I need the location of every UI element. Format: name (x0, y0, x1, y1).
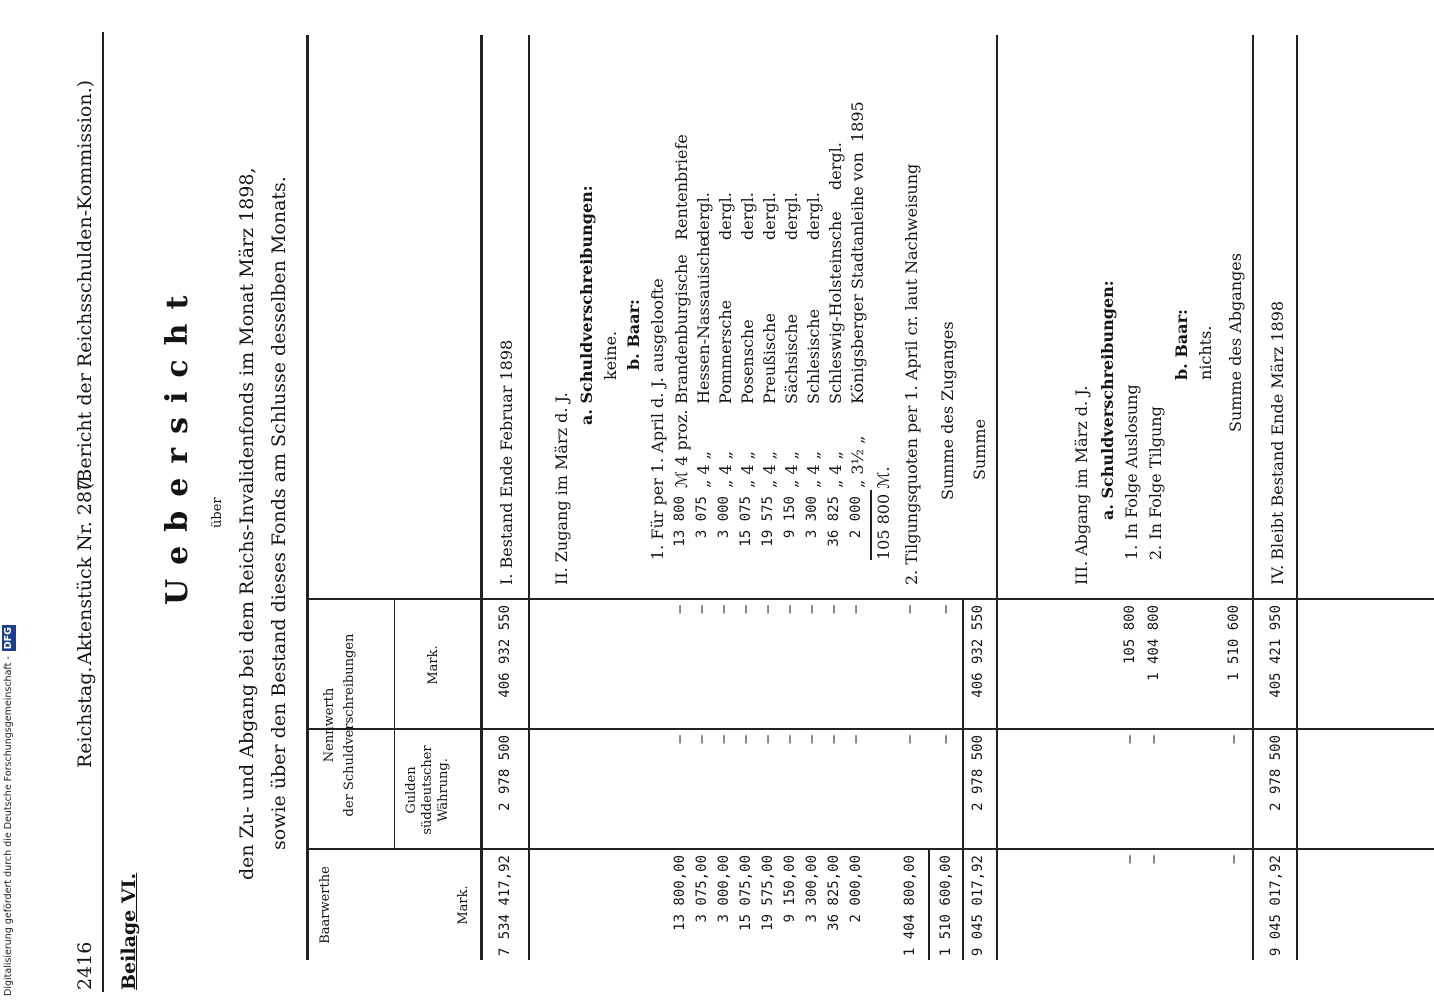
sum-zugang-label: Summe des Zuganges (938, 321, 957, 500)
col-divider-3 (306, 849, 1434, 851)
row-6-amount: 9 150 (782, 496, 798, 539)
item2-baar-rule (928, 850, 930, 960)
row-1-amount: 13 800 (672, 496, 688, 547)
row-5-amount: 19 575 (760, 496, 776, 547)
subtitle-line-1: den Zu- und Abgang bei dem Reichs-Invalidenfonds im Monat März 1898, (236, 167, 258, 880)
section-iv-gulden: 2 978 500 (1268, 735, 1284, 811)
row-7-desc: Schlesische (804, 308, 823, 404)
sum-abgang-label: Summe des Abganges (1226, 253, 1245, 432)
section-i-gulden: 2 978 500 (497, 735, 513, 811)
section-i-label: I. Bestand Ende Februar 1898 (497, 339, 516, 585)
header-nennwerth: Nennwerth (322, 687, 337, 763)
section-ii-label: II. Zugang im März d. J. (552, 392, 571, 585)
a2-gulden-dash: — (1146, 735, 1162, 744)
sum-zugang-rule (962, 600, 964, 960)
row-5-mark-dash: — (760, 605, 776, 614)
section-ii-a-none: keine. (601, 330, 620, 380)
row-2-amount: 3 075 (694, 496, 710, 539)
a2-baar-dash: — (1146, 855, 1162, 864)
row-8-amount: 36 825 (826, 496, 842, 547)
digitization-notice (2, 606, 16, 996)
sum-zugang-mark-dash: — (938, 605, 954, 614)
header-rule (102, 32, 104, 992)
dfg-logo: DFG (3, 627, 14, 650)
a1-gulden-dash: — (1122, 735, 1138, 744)
section-iii-a2-mark: 1 404 800 (1146, 605, 1162, 681)
row-1-mark-dash: — (672, 605, 688, 614)
item2-mark-dash: — (902, 605, 918, 614)
row-8-desc: Schleswig-Holsteinsche (826, 211, 845, 404)
row-9-gulden-dash: — (848, 735, 864, 744)
row-2-mark-dash: — (694, 605, 710, 614)
sum-abgang-gulden-dash: — (1226, 735, 1242, 744)
section-ii-item2-label: 2. Tilgungsquoten per 1. April cr. laut Nachweisung (902, 163, 921, 585)
section-iv-mark: 405 421 950 (1268, 605, 1284, 698)
row-9-baar: 2 000,00 (848, 855, 864, 923)
row-6-unit: „ 4 „ (782, 451, 801, 488)
sum-zugang-baar: 1 510 600,00 (938, 855, 954, 957)
page-title: Uebersicht (160, 281, 195, 605)
section-ii-end-rule (996, 35, 998, 960)
title-over: über (210, 497, 225, 528)
col-divider-2 (306, 729, 1434, 731)
summe-mark: 406 932 550 (970, 605, 986, 698)
row-3-desc: Pommersche (716, 299, 735, 404)
row-5-kind: dergl. (760, 192, 779, 240)
table-header-rule (480, 35, 483, 960)
row-2-desc: Hessen-Nassauische (694, 237, 713, 404)
row-4-amount: 15 075 (738, 496, 754, 547)
row-9-desc: Königsberger Stadtanleihe von (848, 152, 867, 404)
row-9-mark-dash: — (848, 605, 864, 614)
section-iii-a2-label: 2. In Folge Tilgung (1146, 406, 1165, 560)
row-3-mark-dash: — (716, 605, 732, 614)
row-2-baar: 3 075,00 (694, 855, 710, 923)
section-iii-a1-mark: 105 800 (1122, 605, 1138, 665)
row-3-kind: dergl. (716, 192, 735, 240)
subtitle-line-2: sowie über den Bestand dieses Fonds am Schlusse desselben Monats. (268, 176, 290, 850)
row-8-baar: 36 825,00 (826, 855, 842, 931)
row-3-unit: „ 4 „ (716, 451, 735, 488)
sum-zugang-gulden-dash: — (938, 735, 954, 744)
row-2-kind: dergl. (694, 192, 713, 240)
row-7-unit: „ 4 „ (804, 451, 823, 488)
a1-baar-dash: — (1122, 855, 1138, 864)
row-6-desc: Sächsische (782, 313, 801, 404)
row-7-mark-dash: — (804, 605, 820, 614)
row-3-baar: 3 000,00 (716, 855, 732, 923)
section-i-rule (528, 35, 530, 960)
header-mark: Mark. (426, 645, 441, 685)
row-5-unit: „ 4 „ (760, 451, 779, 488)
header-baarwerthe: Baarwerthe (318, 866, 333, 944)
header-gulden-3: Währung. (436, 758, 451, 822)
section-i-baar: 7 534 417,92 (497, 855, 513, 957)
row-6-kind: dergl. (782, 192, 801, 240)
header-gulden-2: süddeutscher (420, 745, 435, 835)
row-3-amount: 3 000 (716, 496, 732, 539)
item2-gulden-dash: — (902, 735, 918, 744)
row-4-mark-dash: — (738, 605, 754, 614)
summe-baar: 9 045 017,92 (970, 855, 986, 957)
page-number: 2416 (74, 941, 96, 990)
section-iv-label: IV. Bleibt Bestand Ende März 1898 (1268, 300, 1287, 585)
nennwerth-sub-rule (394, 600, 395, 850)
section-iii-b-none: nichts. (1196, 325, 1215, 380)
row-8-mark-dash: — (826, 605, 842, 614)
sum-abgang-baar-dash: — (1226, 855, 1242, 864)
row-8-unit: „ 4 „ (826, 451, 845, 488)
section-iii-b-label: b. Baar: (1172, 309, 1191, 380)
row-1-unit: ℳ 4 proz. (672, 409, 691, 488)
row-5-baar: 19 575,00 (760, 855, 776, 931)
document-ref: Aktenstück Nr. 287. (74, 472, 96, 665)
digitization-text: Digitalisierung gefördert durch die Deutsche Forschungsgemeinschaft - (3, 656, 14, 996)
section-iii-a-label: a. Schuldverschreibungen: (1098, 280, 1117, 520)
section-iii-label: III. Abgang im März d. J. (1072, 385, 1091, 585)
section-ii-subtotal: 105 800 ℳ. (874, 466, 893, 560)
row-8-kind: dergl. (826, 142, 845, 190)
beilage-label: Beilage VI. (118, 872, 140, 990)
row-7-gulden-dash: — (804, 735, 820, 744)
table-top-rule (306, 35, 309, 960)
row-7-amount: 3 300 (804, 496, 820, 539)
col-divider-1 (306, 599, 1434, 601)
header-gulden-1: Gulden (404, 766, 419, 814)
running-title: Reichstag. (74, 666, 96, 768)
section-ii-a-label: a. Schuldverschreibungen: (577, 185, 596, 425)
row-4-kind: dergl. (738, 192, 757, 240)
summe-gulden: 2 978 500 (970, 735, 986, 811)
row-3-gulden-dash: — (716, 735, 732, 744)
row-4-desc: Posensche (738, 319, 757, 404)
row-4-unit: „ 4 „ (738, 451, 757, 488)
section-iii-end-rule (1252, 35, 1254, 960)
row-2-gulden-dash: — (694, 735, 710, 744)
row-9-kind: 1895 (848, 101, 867, 142)
row-8-gulden-dash: — (826, 735, 842, 744)
row-1-gulden-dash: — (672, 735, 688, 744)
section-ii-item1-label: 1. Für per 1. April d. J. ausgeloofte (648, 278, 667, 560)
row-9-amount: 2 000 (848, 496, 864, 539)
section-ii-b-label: b. Baar: (624, 299, 643, 370)
row-9-unit: „ 3½ „ (848, 435, 867, 488)
section-ii-item2-baar: 1 404 800,00 (902, 855, 918, 957)
row-1-baar: 13 800,00 (672, 855, 688, 931)
header-schuldverschreibungen: der Schuldverschreibungen (342, 633, 357, 817)
report-note: (Bericht der Reichsschulden-Kommission.) (74, 79, 96, 490)
subtotal-rule (870, 490, 872, 560)
row-1-kind: Rentenbriefe (672, 134, 691, 240)
row-1-desc: Brandenburgische (672, 254, 691, 404)
section-iii-a1-label: 1. In Folge Auslosung (1122, 384, 1141, 560)
section-iv-baar: 9 045 017,92 (1268, 855, 1284, 957)
row-4-gulden-dash: — (738, 735, 754, 744)
row-6-gulden-dash: — (782, 735, 798, 744)
row-5-gulden-dash: — (760, 735, 776, 744)
row-5-desc: Preußische (760, 313, 779, 404)
header-baar-mark: Mark. (456, 885, 471, 925)
sum-abgang-mark: 1 510 600 (1226, 605, 1242, 681)
row-7-kind: dergl. (804, 192, 823, 240)
row-6-mark-dash: — (782, 605, 798, 614)
section-i-mark: 406 932 550 (497, 605, 513, 698)
row-4-baar: 15 075,00 (738, 855, 754, 931)
row-6-baar: 9 150,00 (782, 855, 798, 923)
summe-label: Summe (970, 418, 989, 480)
row-7-baar: 3 300,00 (804, 855, 820, 923)
row-2-unit: „ 4 „ (694, 451, 713, 488)
table-bottom-rule (1296, 35, 1298, 960)
